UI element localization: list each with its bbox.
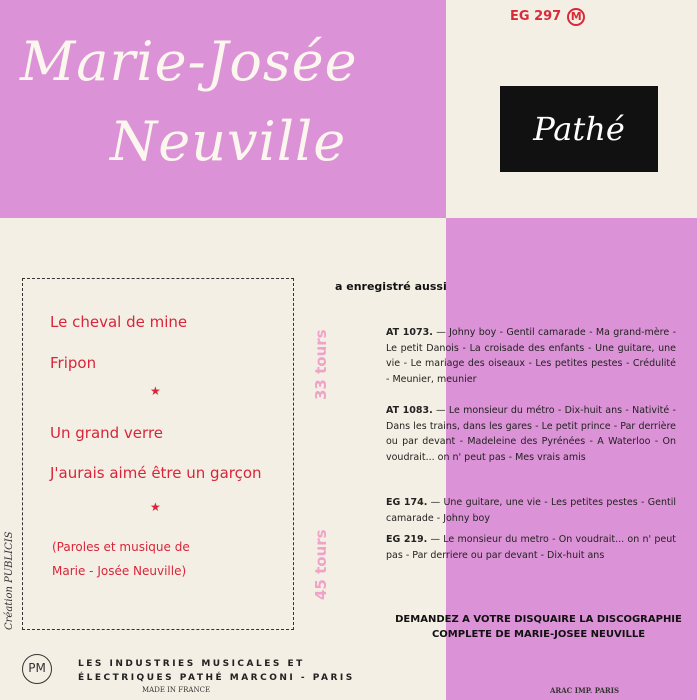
discography-entry — [386, 495, 676, 526]
entry-code: AT 1073. — [386, 327, 433, 338]
song-title: J'aurais aimé être un garçon — [50, 464, 262, 482]
discography-entry — [386, 403, 676, 465]
entry-text: — Le monsieur du metro - On voudrait... on n' peut pas - Par derriere ou par devant - Dix-huit ans — [386, 534, 676, 561]
creation-credit: Création PUBLICIS — [4, 531, 15, 630]
star-icon: ★ — [150, 384, 161, 398]
company-footer — [78, 657, 355, 685]
entry-code: EG 219. — [386, 534, 428, 545]
discography-note — [380, 612, 697, 642]
catalog-code: EG 297 — [510, 9, 562, 24]
speed-45-label: 45 tours — [312, 529, 330, 600]
speed-33-label: 33 tours — [312, 329, 330, 400]
pathe-logo: Pathé — [500, 86, 658, 172]
note-line: DEMANDEZ A VOTRE DISQUAIRE LA DISCOGRAPHIE — [395, 614, 682, 625]
entry-text: — Le monsieur du métro - Dix-huit ans - Nativité - Dans les trains, dans les gares - Le petit prince - Par derrière ou par devant - Madeleine des Pyrénées - A Waterloo - On voudrait... on n' peut pas - Mes vrais amis — [386, 405, 676, 463]
song-title: Fripon — [50, 354, 97, 372]
entry-text: — Une guitare, une vie - Les petites pestes - Gentil camarade - Johny boy — [386, 497, 676, 524]
song-title: Un grand verre — [50, 424, 164, 442]
discography-entry — [386, 325, 676, 387]
printer-credit: ARAC IMP. PARIS — [550, 686, 620, 695]
footer-line: LES INDUSTRIES MUSICALES ET — [78, 659, 305, 669]
note-line: COMPLETE DE MARIE-JOSEE NEUVILLE — [431, 629, 646, 640]
entry-code: AT 1083. — [386, 405, 433, 416]
made-in-france: MADE IN FRANCE — [142, 686, 211, 694]
footer-line: ÉLECTRIQUES PATHÉ MARCONI - PARIS — [78, 673, 355, 683]
credit-line: Marie - Josée Neuville) — [52, 564, 187, 578]
artist-name-line1: Marie-Josée — [20, 30, 358, 93]
star-icon: ★ — [150, 500, 161, 514]
catalog-number — [510, 8, 585, 26]
song-title: Le cheval de mine — [50, 313, 188, 331]
marconi-mark-icon: M — [567, 8, 585, 26]
entry-code: EG 174. — [386, 497, 428, 508]
pathe-marconi-logo-icon: PM — [22, 654, 52, 684]
artist-name-line2: Neuville — [110, 110, 347, 173]
credit-line: (Paroles et musique de — [52, 540, 190, 554]
discography-entry — [386, 532, 676, 563]
discography-heading: a enregistré aussi — [335, 280, 447, 293]
entry-text: — Johny boy - Gentil camarade - Ma grand-mère - Le petit Danois - La croisade des enfants - Une guitare, une vie - Le mariage des oiseaux - Les petites pestes - Crédulité - Meunier, meunier — [386, 327, 676, 385]
